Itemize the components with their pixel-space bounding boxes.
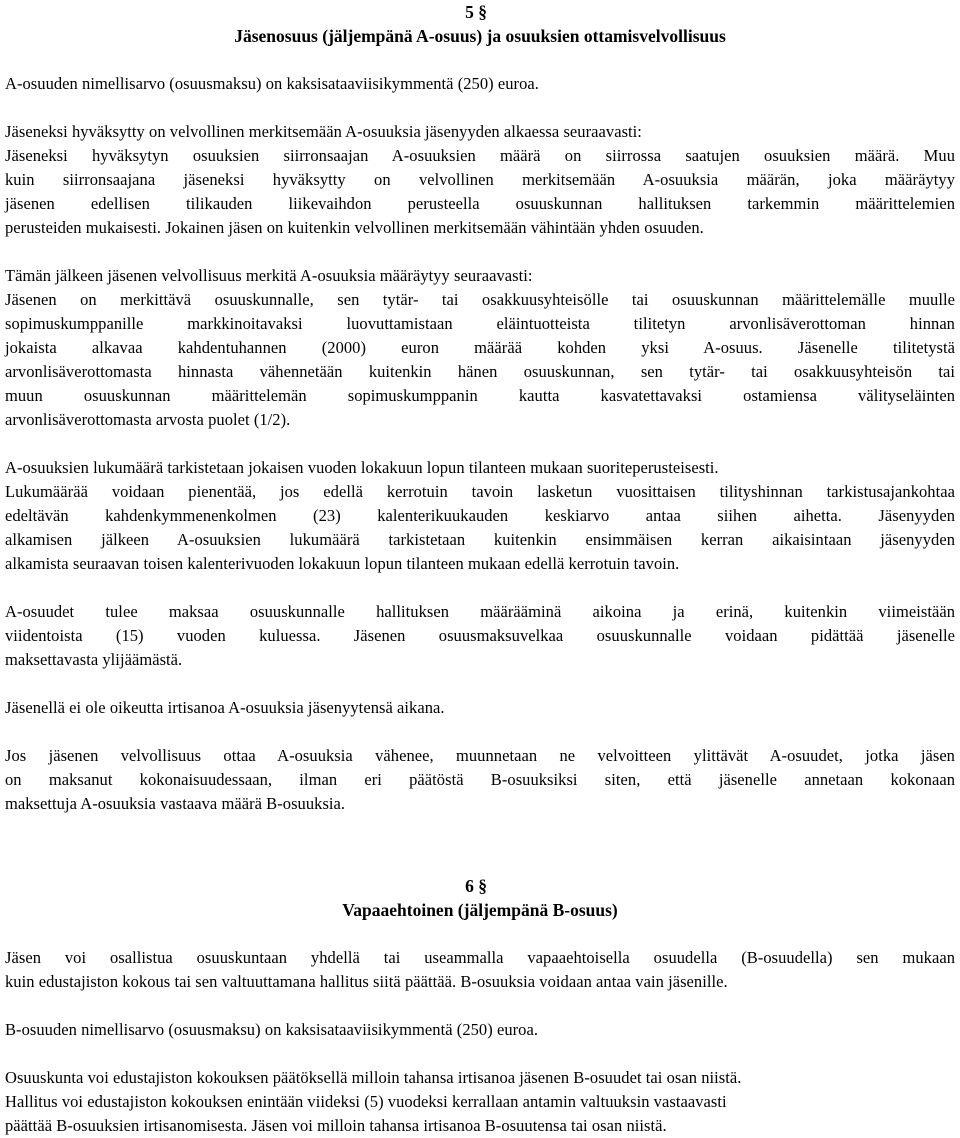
text-line: Jos jäsenen velvollisuus ottaa A-osuuksia vähenee, muunnetaan ne velvoitteen ylittävät A-osuudet, jotka jäsen	[5, 746, 955, 765]
text-line: arvonlisäverottomasta arvosta puolet (1/2).	[5, 410, 291, 429]
section-5-title: Jäsenosuus (jäljempänä A-osuus) ja osuuksien ottamisvelvollisuus	[234, 26, 726, 46]
text-line: jäsenen edellisen tilikauden liikevaihdon perusteella osuuskunnan hallituksen tarkemmin määrittelemien	[5, 194, 955, 213]
section-6-paragraph-3	[5, 1066, 955, 1138]
text-line: perusteiden mukaisesti. Jokainen jäsen on kuitenkin velvollinen merkitsemään vähintään yhden osuuden.	[5, 218, 704, 237]
text-line: kuin siirronsaajana jäseneksi hyväksytty on velvollinen merkitsemään A-osuuksia määrän, joka määräytyy	[5, 170, 955, 189]
section-5-paragraph-1	[5, 72, 955, 96]
text-line: B-osuuden nimellisarvo (osuusmaksu) on kaksisataaviisikymmentä (250) euroa.	[5, 1020, 539, 1039]
text-line: alkamista seuraavan toisen kalenterivuoden lokakuun lopun tilanteen mukaan edellä kerrotuin tavoin.	[5, 554, 680, 573]
section-5-paragraph-2	[5, 120, 955, 240]
text-line: Hallitus voi edustajiston kokouksen enintään viideksi (5) vuodeksi kerrallaan antamin valtuuksin vastaavasti	[5, 1092, 727, 1111]
text-line: maksettavasta ylijäämästä.	[5, 650, 183, 669]
text-line: maksettuja A-osuuksia vastaava määrä B-osuuksia.	[5, 794, 346, 813]
text-line: sopimuskumppanille markkinoitavaksi luovuttamistaan eläintuotteista tilitetyn arvonlisäverottoman hinnan	[5, 314, 955, 333]
text-line: päättää B-osuuksien irtisanomisesta. Jäsen voi milloin tahansa irtisanoa B-osuutensa tai osan niistä.	[5, 1116, 667, 1135]
section-6-number: 6 §	[465, 876, 487, 896]
section-5-paragraph-3	[5, 264, 955, 432]
section-6-paragraph-2	[5, 1018, 955, 1042]
text-line: Lukumäärää voidaan pienentää, jos edellä kerrotuin tavoin lasketun vuosittaisen tilityshinnan tarkistusajankohtaa	[5, 482, 955, 501]
text-line: Jäseneksi hyväksytty on velvollinen merkitsemään A-osuuksia jäsenyyden alkaessa seuraavasti:	[5, 122, 642, 141]
text-line: viidentoista (15) vuoden kuluessa. Jäsenen osuusmaksuvelkaa osuuskunnalle voidaan pidättää jäsenelle	[5, 626, 955, 645]
text-line: Jäsenen on merkittävä osuuskunnalle, sen tytär- tai osakkuusyhteisölle tai osuuskunnan määrittelemälle muulle	[5, 290, 955, 309]
section-5-paragraph-4	[5, 456, 955, 576]
section-5-paragraph-6	[5, 696, 955, 720]
section-5-paragraph-7	[5, 744, 955, 816]
text-line: A-osuuksien lukumäärä tarkistetaan jokaisen vuoden lokakuun lopun tilanteen mukaan suoriteperusteisesti.	[5, 458, 719, 477]
text-line: jokaista alkavaa kahdentuhannen (2000) euron määrää kohden yksi A-osuus. Jäsenelle tilitetystä	[5, 338, 955, 357]
section-5-paragraph-5	[5, 600, 955, 672]
text-line: arvonlisäverottomasta hinnasta vähennetään kuitenkin hänen osuuskunnan, sen tytär- tai osakkuusyhteisön tai	[5, 362, 955, 381]
text-line: muun osuuskunnan määrittelemän sopimuskumppanin kautta kasvatettavaksi ostamiensa välityseläinten	[5, 386, 955, 405]
text-line: kuin edustajiston kokous tai sen valtuuttamana hallitus siitä päättää. B-osuuksia voidaan antaa vain jäsenille.	[5, 972, 728, 991]
text-line: A-osuudet tulee maksaa osuuskunnalle hallituksen määrääminä aikoina ja erinä, kuitenkin viimeistään	[5, 602, 955, 621]
text-line: Jäsenellä ei ole oikeutta irtisanoa A-osuuksia jäsenyytensä aikana.	[5, 698, 445, 717]
text-line: Jäseneksi hyväksytyn osuuksien siirronsaajan A-osuuksien määrä on siirrossa saatujen osuuksien määrä. Muu	[5, 146, 955, 165]
section-6-paragraph-1	[5, 946, 955, 994]
document-page	[5, 0, 955, 1138]
section-6-title: Vapaaehtoinen (jäljempänä B-osuus)	[342, 900, 618, 920]
text-line: Tämän jälkeen jäsenen velvollisuus merkitä A-osuuksia määräytyy seuraavasti:	[5, 266, 533, 285]
text-line: on maksanut kokonaisuudessaan, ilman eri päätöstä B-osuuksiksi siten, että jäsenelle annetaan kokonaan	[5, 770, 955, 789]
section-5-number: 5 §	[465, 2, 487, 22]
text-line: edeltävän kahdenkymmenenkolmen (23) kalenterikuukauden keskiarvo antaa siihen aihetta. Jäsenyyden	[5, 506, 955, 525]
text-line: alkamisen jälkeen A-osuuksien lukumäärä tarkistetaan kuitenkin ensimmäisen kerran aikaisintaan jäsenyyden	[5, 530, 955, 549]
text-line: A-osuuden nimellisarvo (osuusmaksu) on kaksisataaviisikymmentä (250) euroa.	[5, 74, 539, 93]
text-line: Jäsen voi osallistua osuuskuntaan yhdellä tai useammalla vapaaehtoisella osuudella (B-osuudella) sen mukaan	[5, 948, 955, 967]
text-line: Osuuskunta voi edustajiston kokouksen päätöksellä milloin tahansa irtisanoa jäsenen B-osuudet tai osan niistä.	[5, 1068, 742, 1087]
